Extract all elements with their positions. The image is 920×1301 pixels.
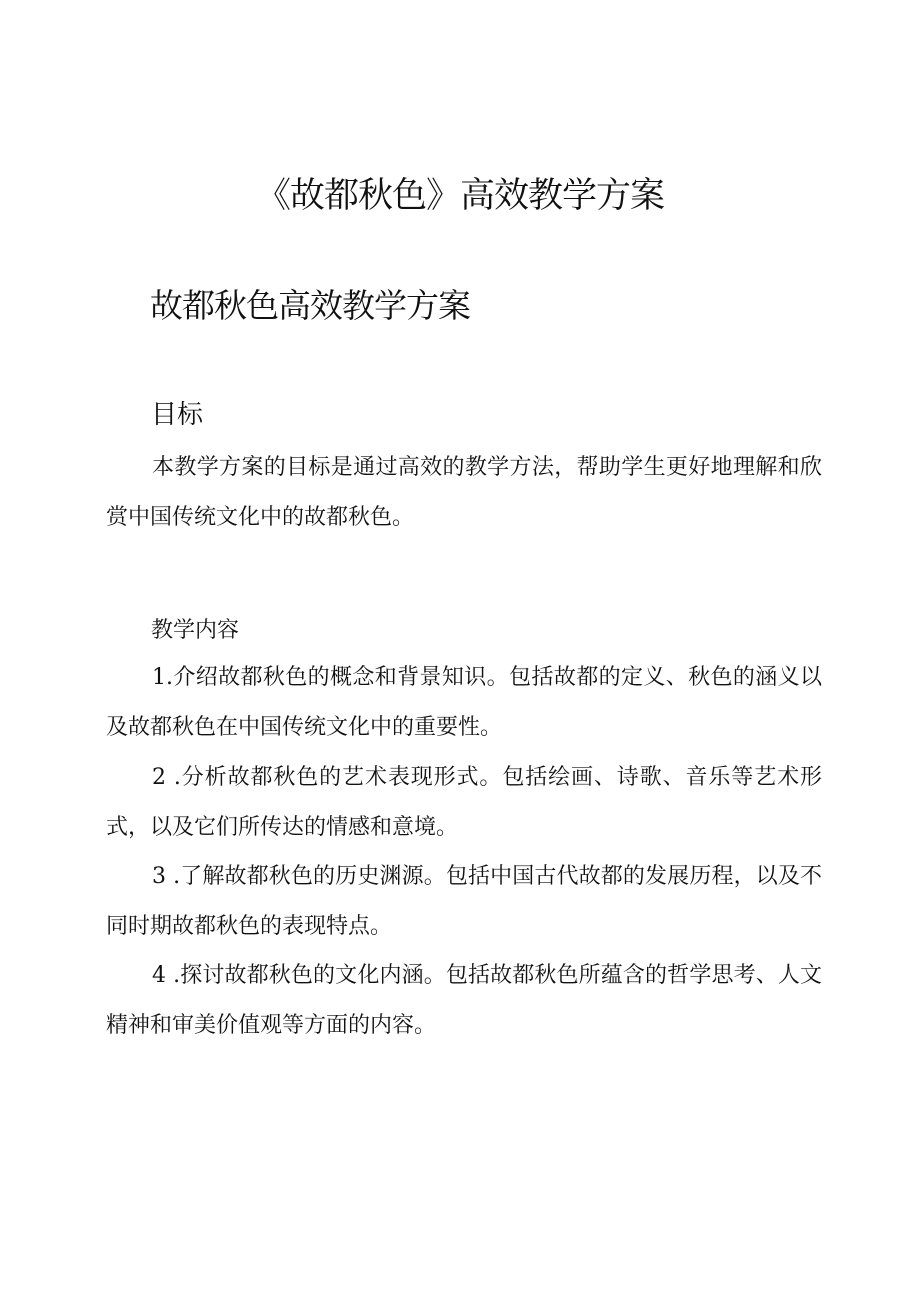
content-heading: 教学内容 bbox=[151, 618, 240, 643]
content-item-4: 4 .探讨故都秋色的文化内涵。包括故都秋色所蕴含的哲学思考、人文精神和审美价值观等方面的内容。 bbox=[106, 963, 822, 1038]
goal-heading: 目标 bbox=[151, 400, 204, 430]
goal-paragraph: 本教学方案的目标是通过高效的教学方法，帮助学生更好地理解和欣赏中国传统文化中的故都秋色。 bbox=[106, 455, 822, 530]
content-item-3: 3 .了解故都秋色的历史渊源。包括中国古代故都的发展历程，以及不同时期故都秋色的表现特点。 bbox=[106, 864, 822, 939]
document-title: 《故都秋色》高效教学方案 bbox=[255, 176, 664, 216]
document-subtitle: 故都秋色高效教学方案 bbox=[150, 286, 470, 325]
content-item-2: 2 .分析故都秋色的艺术表现形式。包括绘画、诗歌、音乐等艺术形式，以及它们所传达的情感和意境。 bbox=[106, 765, 822, 840]
content-item-1: 1.介绍故都秋色的概念和背景知识。包括故都的定义、秋色的涵义以及故都秋色在中国传统文化中的重要性。 bbox=[106, 665, 822, 740]
